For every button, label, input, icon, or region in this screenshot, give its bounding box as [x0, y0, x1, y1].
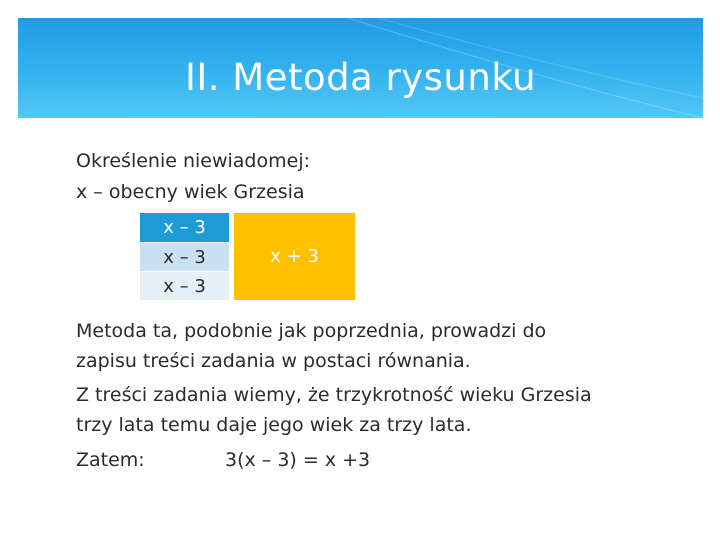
slide-title: II. Metoda rysunku — [184, 56, 537, 99]
diagram-cell-right: x + 3 — [234, 213, 355, 300]
paragraph-1-line-2: zapisu treści zadania w postaci równania. — [76, 350, 471, 372]
unknown-definition: x – obecny wiek Grzesia — [76, 181, 305, 203]
diagram-cell-left-3: x – 3 — [140, 272, 229, 300]
equation: 3(x – 3) = x +3 — [225, 449, 371, 471]
diagram-cell-left-2: x – 3 — [140, 243, 229, 271]
paragraph-2-line-1: Z treści zadania wiemy, że trzykrotność wieku Grzesia — [76, 384, 592, 406]
title-banner — [18, 18, 703, 118]
paragraph-2-line-2: trzy lata temu daje jego wiek za trzy lata. — [76, 414, 472, 436]
zatem-label: Zatem: — [76, 449, 145, 471]
diagram-cell-left-1: x – 3 — [140, 213, 229, 242]
unknown-definition-heading: Określenie niewiadomej: — [76, 150, 310, 172]
paragraph-1-line-1: Metoda ta, podobnie jak poprzednia, prowadzi do — [76, 320, 547, 342]
